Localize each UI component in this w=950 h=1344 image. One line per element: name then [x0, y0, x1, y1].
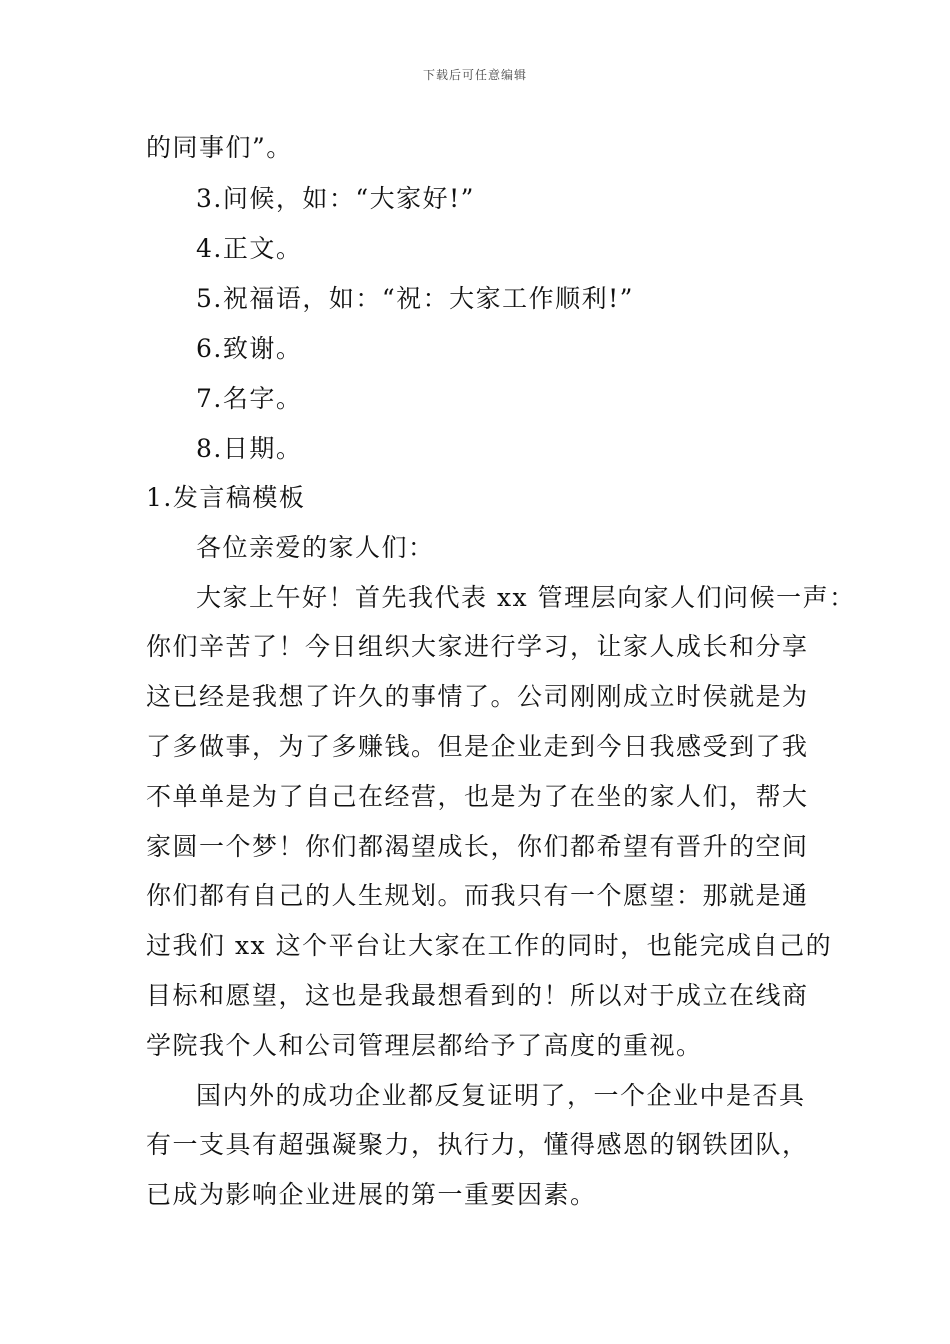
paragraph-line: 这已经是我想了许久的事情了。公司刚刚成立时侯就是为 [146, 682, 809, 711]
salutation: 各位亲爱的家人们： [196, 533, 435, 562]
page-header: 下载后可任意编辑 [422, 68, 527, 82]
paragraph-line: 有一支具有超强凝聚力，执行力，懂得感恩的钢铁团队， [146, 1130, 809, 1159]
section-heading: 1.发言稿模板 [146, 483, 306, 512]
list-item: 4.正文。 [196, 234, 303, 263]
paragraph-line: 国内外的成功企业都反复证明了，一个企业中是否具 [196, 1081, 806, 1110]
paragraph-line: 过我们 xx 这个平台让大家在工作的同时，也能完成自己的 [146, 931, 833, 960]
list-item: 8.日期。 [196, 434, 303, 463]
paragraph-line: 家圆一个梦！你们都渴望成长，你们都希望有晋升的空间 [146, 832, 809, 861]
paragraph-line: 你们都有自己的人生规划。而我只有一个愿望：那就是通 [146, 881, 809, 910]
list-item: 5.祝福语，如：“祝：大家工作顺利!” [196, 284, 634, 313]
paragraph-line: 目标和愿望，这也是我最想看到的！所以对于成立在线商 [146, 981, 809, 1010]
list-item: 7.名字。 [196, 384, 303, 413]
paragraph-line: 学院我个人和公司管理层都给予了高度的重视。 [146, 1031, 703, 1060]
list-item: 3.问候，如：“大家好!” [196, 184, 475, 213]
paragraph-line: 你们辛苦了！今日组织大家进行学习，让家人成长和分享 [146, 632, 809, 661]
paragraph-line: 不单单是为了自己在经营，也是为了在坐的家人们，帮大 [146, 782, 809, 811]
paragraph-line: 已成为影响企业进展的第一重要因素。 [146, 1180, 597, 1209]
text-line: 的同事们”。 [146, 133, 293, 162]
paragraph-line: 了多做事，为了多赚钱。但是企业走到今日我感受到了我 [146, 732, 809, 761]
paragraph-line: 大家上午好！首先我代表 xx 管理层向家人们问候一声： [196, 583, 856, 612]
list-item: 6.致谢。 [196, 334, 303, 363]
